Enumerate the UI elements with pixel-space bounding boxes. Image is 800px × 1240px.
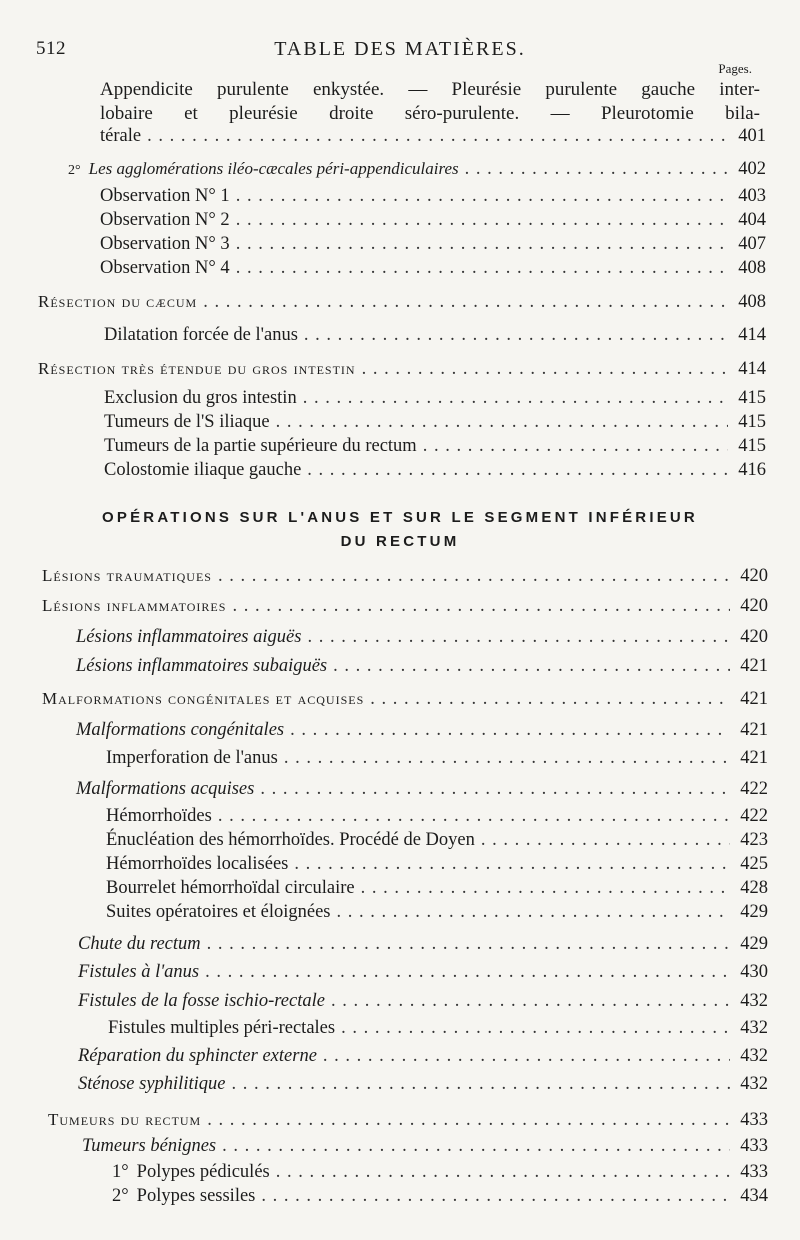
entry-label: Tumeurs de l'S iliaque (104, 412, 270, 432)
toc-entry (78, 962, 768, 986)
pages-label: Pages. (718, 61, 752, 76)
entry-label: Exclusion du gros intestin (104, 388, 297, 408)
dot-leader (307, 460, 728, 481)
toc-entry (100, 186, 766, 210)
page-ref: 420 (740, 596, 768, 616)
dot-leader (205, 962, 730, 983)
entry-label: Observation N° 4 (100, 258, 230, 278)
entry-label: Colostomie iliaque gauche (104, 460, 302, 480)
entry-label: Énucléation des hémorrhoïdes. Procédé de Doyen (106, 830, 475, 850)
entry-label: Suites opératoires et éloignées (106, 902, 331, 922)
entry-label: Hémorrhoïdes localisées (106, 854, 289, 874)
entry-label: Malformations congénitales (76, 720, 285, 740)
toc-entry (112, 1186, 768, 1210)
page-ref: 430 (740, 962, 768, 982)
entry-label: Tumeurs de la partie supérieure du rectum (104, 436, 417, 456)
page-ref: 421 (740, 689, 768, 709)
dot-leader (323, 1046, 730, 1067)
page-ref: 421 (740, 720, 768, 740)
page-ref: 434 (740, 1186, 768, 1206)
toc-entry (48, 1110, 768, 1134)
dot-leader (465, 159, 728, 180)
toc-entry (42, 566, 768, 590)
page-ref: 422 (740, 779, 768, 799)
toc-entry (42, 689, 768, 713)
dot-leader (207, 934, 730, 955)
dot-leader (370, 689, 730, 710)
toc-entry (106, 748, 768, 772)
intro-line-1: Appendicite purulente enkystée. — Pleurésie purulente gauche inter- (100, 79, 760, 100)
page-ref: 415 (738, 436, 766, 456)
dot-leader (207, 1110, 730, 1131)
entry-label: Fistules de la fosse ischio-rectale (78, 991, 325, 1011)
toc-entry (104, 436, 766, 460)
page-ref: 422 (740, 806, 768, 826)
intro-line-3: térale (100, 126, 142, 146)
dot-leader (304, 325, 728, 346)
toc-entry (78, 1046, 768, 1070)
toc-entry (42, 596, 768, 620)
toc-entry (104, 325, 766, 349)
dot-leader (362, 359, 728, 380)
page-ref: 408 (738, 292, 766, 312)
page-ref: 401 (738, 126, 766, 146)
page-ref: 407 (738, 234, 766, 254)
toc-entry (82, 1136, 768, 1160)
toc-entry (100, 258, 766, 282)
entry-prefix: 2° (68, 163, 81, 178)
entry-label: Imperforation de l'anus (106, 748, 278, 768)
entry-label: Observation N° 2 (100, 210, 230, 230)
dot-leader (218, 806, 730, 827)
page-ref: 420 (740, 566, 768, 586)
section-heading-line-2: DU RECTUM (340, 533, 460, 550)
dot-leader (231, 1074, 730, 1095)
intro-last-line (100, 126, 766, 150)
page-ref: 415 (738, 388, 766, 408)
entry-label: Malformations acquises (76, 779, 255, 799)
page-ref: 428 (740, 878, 768, 898)
toc-entry (106, 854, 768, 878)
entry-label: Fistules à l'anus (78, 962, 200, 982)
entry-label: Polypes pédiculés (136, 1162, 270, 1182)
page-ref: 421 (740, 748, 768, 768)
entry-label: Observation N° 3 (100, 234, 230, 254)
page-ref: 432 (740, 991, 768, 1011)
entry-label: Lésions traumatiques (42, 566, 212, 585)
entry-label: Fistules multiples péri-rectales (108, 1018, 336, 1038)
dot-leader (290, 720, 730, 741)
entry-label: Chute du rectum (78, 934, 201, 954)
dot-leader (423, 436, 728, 457)
entry-label: Lésions inflammatoires (42, 596, 227, 615)
toc-entry (104, 460, 766, 484)
dot-leader (276, 412, 728, 433)
page-ref: 433 (740, 1162, 768, 1182)
toc-entry (106, 806, 768, 830)
page-ref: 404 (738, 210, 766, 230)
dot-leader (236, 210, 728, 231)
dot-leader (261, 1186, 730, 1207)
entry-prefix: 1° (112, 1162, 129, 1182)
intro-line-2: lobaire et pleurésie droite séro-purulente. — Pleurotomie bila- (100, 103, 760, 124)
entry-label: Réparation du sphincter externe (78, 1046, 317, 1066)
dot-leader (341, 1018, 730, 1039)
dot-leader (218, 566, 730, 587)
intro-entry (100, 78, 760, 126)
entry-label: Les agglomérations iléo-cæcales péri-appendiculaires (88, 159, 459, 178)
entry-label: Hémorrhoïdes (106, 806, 212, 826)
dot-leader (222, 1136, 730, 1157)
entry-label: Observation N° 1 (100, 186, 230, 206)
entry-label: Lésions inflammatoires aiguës (76, 627, 302, 647)
dot-leader (361, 878, 730, 899)
toc-entry (38, 292, 766, 316)
dot-leader (333, 656, 730, 677)
section-heading-line-1: OPÉRATIONS SUR L'ANUS ET SUR LE SEGMENT INFÉRIEUR (102, 509, 698, 526)
page-ref: 429 (740, 934, 768, 954)
dot-leader (260, 779, 730, 800)
toc-entry (76, 656, 768, 680)
toc-entry (108, 1018, 768, 1042)
running-title: TABLE DES MATIÈRES. (274, 38, 526, 60)
toc-entry (38, 359, 766, 383)
entry-label: Tumeurs bénignes (82, 1136, 217, 1156)
entry-label: Tumeurs du rectum (48, 1110, 202, 1129)
page-ref: 429 (740, 902, 768, 922)
page-ref: 425 (740, 854, 768, 874)
page-ref: 432 (740, 1046, 768, 1066)
toc-entry (106, 830, 768, 854)
toc-entry (112, 1162, 768, 1186)
dot-leader (303, 388, 728, 409)
dot-leader (276, 1162, 730, 1183)
dot-leader (337, 902, 730, 923)
dot-leader (307, 627, 730, 648)
dot-leader (236, 186, 728, 207)
dot-leader (232, 596, 730, 617)
page-ref: 421 (740, 656, 768, 676)
page-ref: 433 (740, 1136, 768, 1156)
entry-label: Résection du cæcum (38, 292, 198, 311)
entry-label: Résection très étendue du gros intestin (38, 359, 356, 378)
page-ref: 420 (740, 627, 768, 647)
toc-entry (68, 159, 766, 183)
toc-entry (104, 388, 766, 412)
page-number: 512 (36, 38, 66, 59)
page-ref: 433 (740, 1110, 768, 1130)
toc-entry (104, 412, 766, 436)
toc-entry (76, 720, 768, 744)
toc-entry (76, 627, 768, 651)
page-ref: 414 (738, 325, 766, 345)
toc-entry (100, 210, 766, 234)
dot-leader (203, 292, 728, 313)
page-ref: 423 (740, 830, 768, 850)
entry-label: Lésions inflammatoires subaiguës (76, 656, 328, 676)
page-ref: 415 (738, 412, 766, 432)
page-ref: 403 (738, 186, 766, 206)
toc-entry (106, 902, 768, 926)
section-heading (30, 506, 770, 554)
dot-leader (236, 234, 728, 255)
page-ref: 432 (740, 1074, 768, 1094)
page-ref: 402 (738, 159, 766, 179)
toc-entry (106, 878, 768, 902)
page-ref: 416 (738, 460, 766, 480)
page-ref: 432 (740, 1018, 768, 1038)
entry-label: Malformations congénitales et acquises (42, 689, 365, 708)
page-ref: 414 (738, 359, 766, 379)
dot-leader (331, 991, 730, 1012)
toc-entry (100, 234, 766, 258)
entry-label: Bourrelet hémorrhoïdal circulaire (106, 878, 355, 898)
page-ref: 408 (738, 258, 766, 278)
entry-prefix: 2° (112, 1186, 129, 1206)
toc-entry (78, 991, 768, 1015)
toc-entry (78, 1074, 768, 1098)
toc-entry (78, 934, 768, 958)
dot-leader (294, 854, 730, 875)
dot-leader (236, 258, 728, 279)
entry-label: Sténose syphilitique (78, 1074, 226, 1094)
entry-label: Polypes sessiles (136, 1186, 256, 1206)
toc-entry (76, 779, 768, 803)
dot-leader (481, 830, 730, 851)
dot-leader (284, 748, 730, 769)
dot-leader (147, 126, 728, 147)
entry-label: Dilatation forcée de l'anus (104, 325, 298, 345)
